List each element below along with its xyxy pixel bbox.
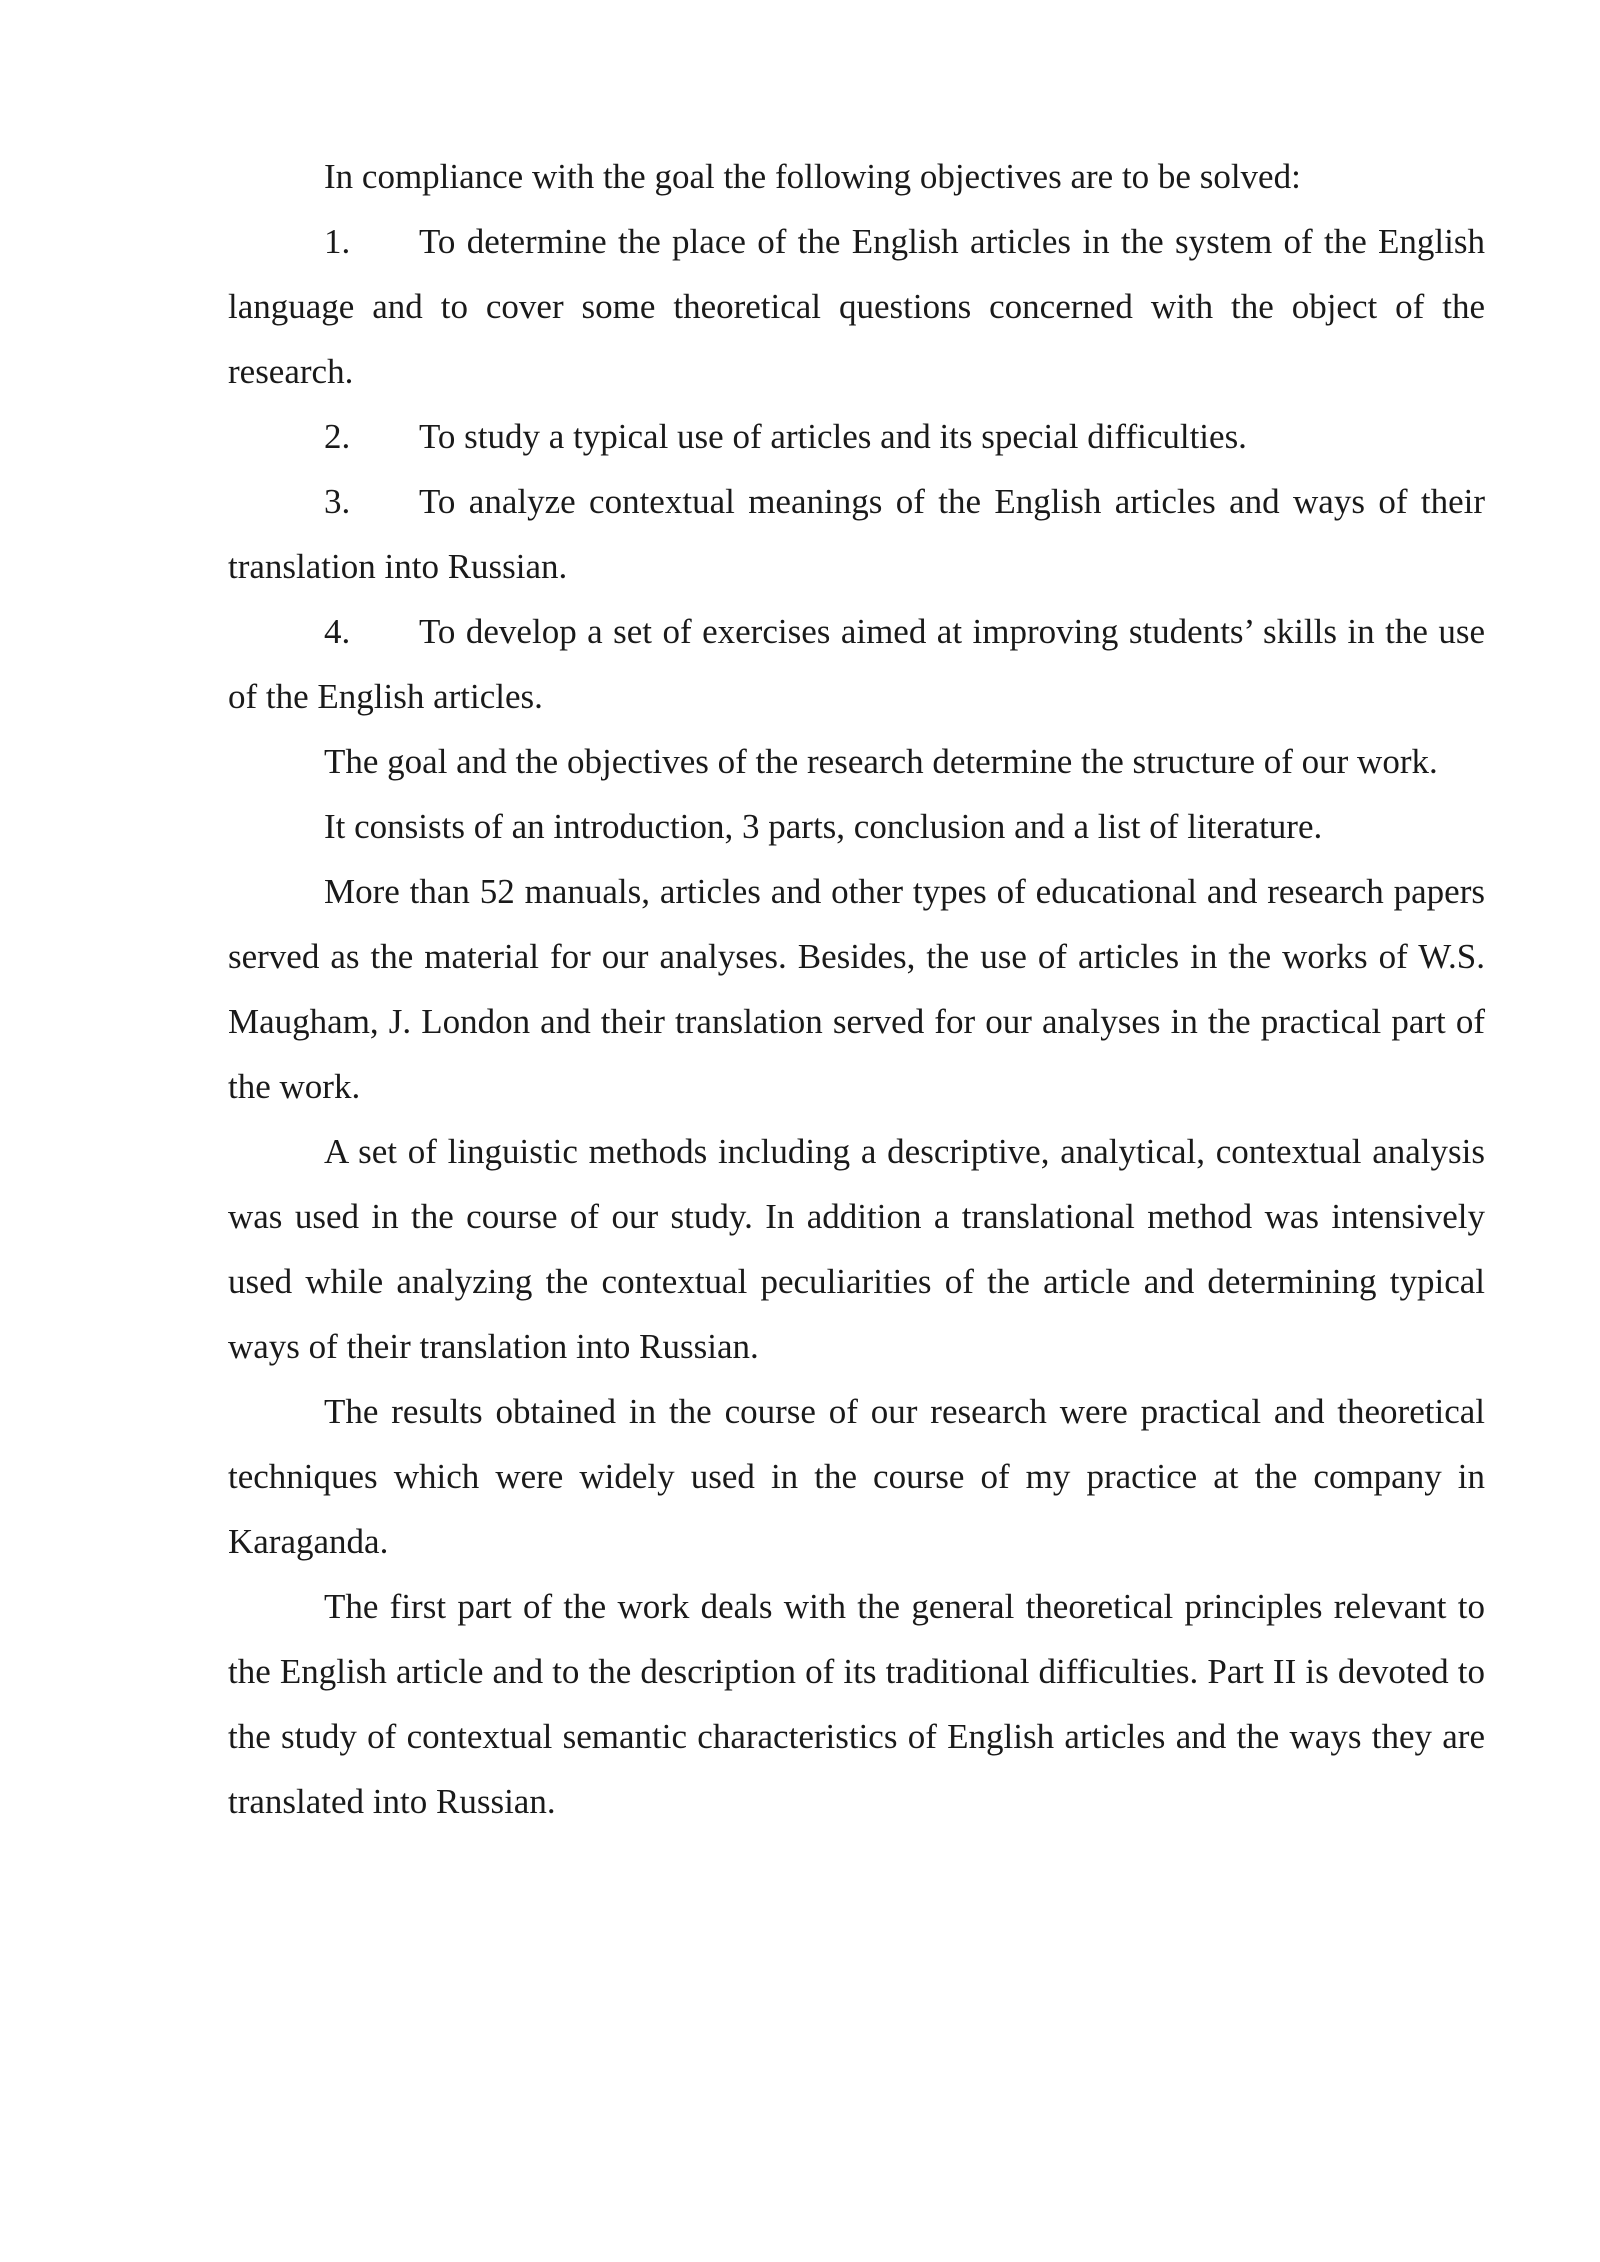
objectives-intro: In compliance with the goal the following objectives are to be solved:	[324, 157, 1301, 196]
objective-number: 3.	[324, 482, 351, 521]
objective-text: To determine the place of the English articles in the system of the English language and to cover some theoretical questions concerned with the object of the research.	[228, 222, 1485, 391]
objective-number: 4.	[324, 612, 351, 651]
composition-paragraph: It consists of an introduction, 3 parts, conclusion and a list of literature.	[324, 807, 1323, 846]
objective-text: To develop a set of exercises aimed at improving students’ skills in the use of the English articles.	[228, 612, 1485, 716]
objective-item	[228, 469, 1485, 599]
objective-item	[228, 404, 1485, 469]
objective-item	[228, 599, 1485, 729]
body-text	[228, 144, 1485, 1834]
objective-item	[228, 209, 1485, 404]
methods-paragraph: A set of linguistic methods including a descriptive, analytical, contextual analysis was used in the course of our study. In addition a translational method was intensively used while analyzing the contextual peculiarities of the article and determining typical ways of their translation into Russian.	[228, 1132, 1485, 1366]
structure-paragraph: The goal and the objectives of the research determine the structure of our work.	[324, 742, 1438, 781]
objective-number: 2.	[324, 417, 351, 456]
objective-text: To study a typical use of articles and its special difficulties.	[419, 417, 1247, 456]
parts-overview-paragraph: The first part of the work deals with the general theoretical principles relevant to the English article and to the description of its traditional difficulties. Part II is devoted to the study of contextual semantic characteristics of English articles and the ways they are translated into Russian.	[228, 1587, 1485, 1821]
objective-text: To analyze contextual meanings of the English articles and ways of their translation into Russian.	[228, 482, 1485, 586]
objective-number: 1.	[324, 222, 351, 261]
materials-paragraph: More than 52 manuals, articles and other types of educational and research papers served as the material for our analyses. Besides, the use of articles in the works of W.S. Maugham, J. London and their translation served for our analyses in the practical part of the work.	[228, 872, 1485, 1106]
results-paragraph: The results obtained in the course of our research were practical and theoretical techniques which were widely used in the course of my practice at the company in Karaganda.	[228, 1392, 1485, 1561]
